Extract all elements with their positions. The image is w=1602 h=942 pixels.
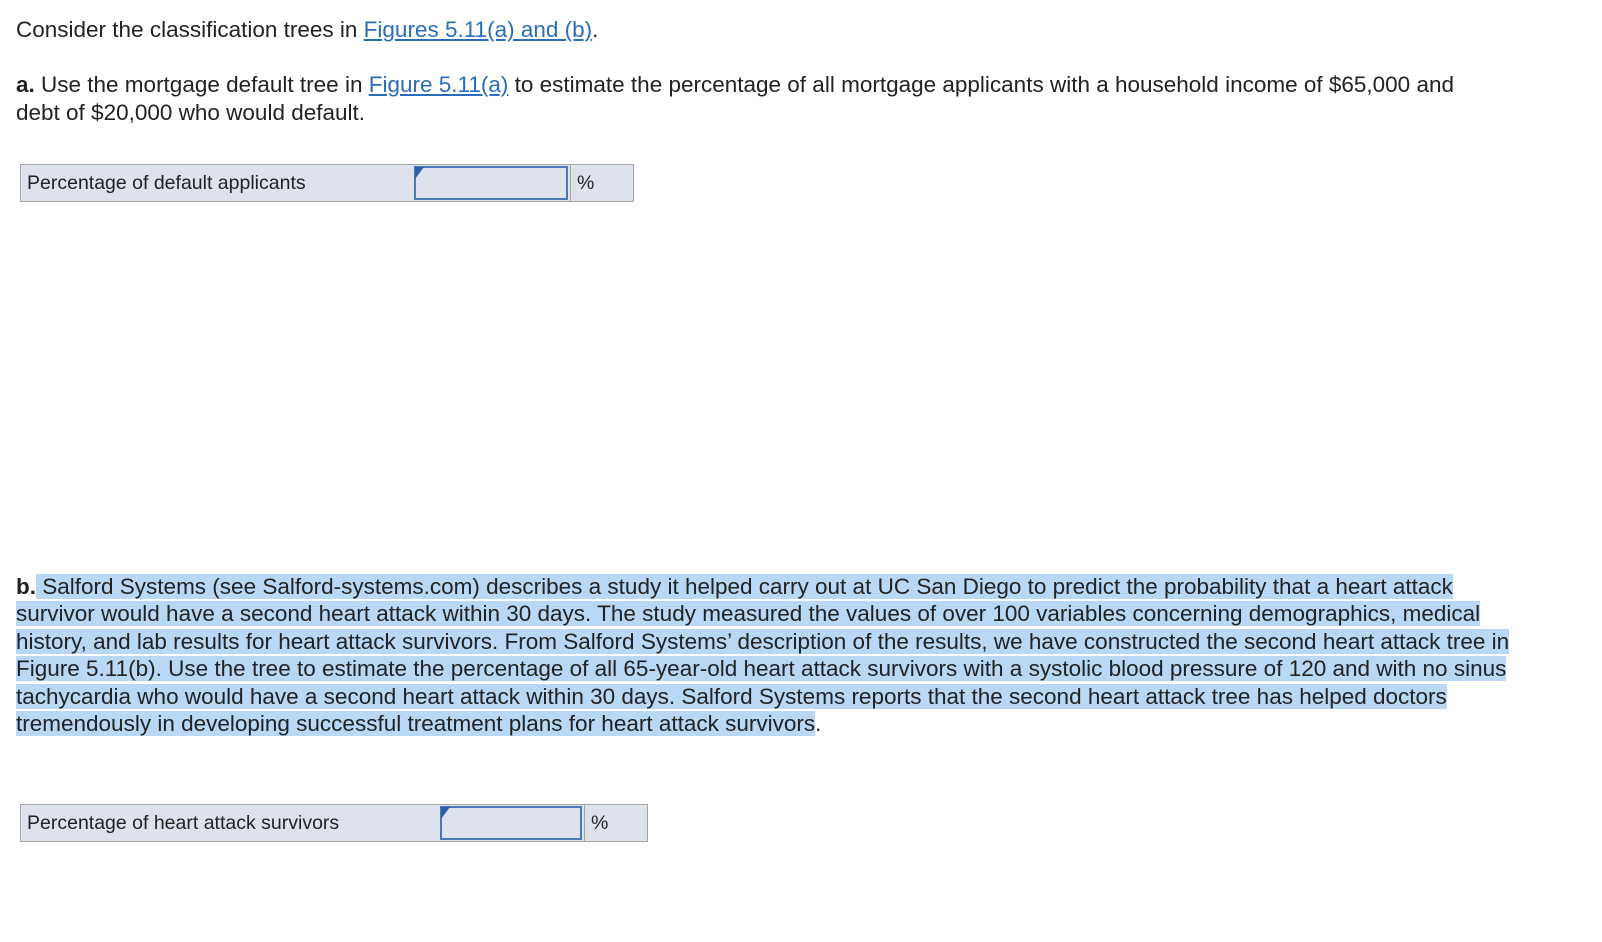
figures-5-11-link[interactable]: Figures 5.11(a) and (b): [363, 17, 593, 42]
part-a-answer-cell: [414, 164, 570, 202]
part-a-text-after: to estimate the percentage of all mortgage applicants with a household income of $65,000 and debt of $20,000 who would default.: [16, 72, 1454, 125]
part-b-question: [16, 573, 1516, 737]
part-a-answer-label: Percentage of default applicants: [20, 164, 414, 202]
part-a-text-before: Use the mortgage default tree in: [34, 72, 369, 97]
part-b-text-end: .: [815, 711, 822, 737]
part-b-text: Salford Systems (see Salford-systems.com) describes a study it helped carry out at UC San Diego to predict the probability that a heart attack survivor would have a second heart attack within 30 days. The study measured the values of over 100 variables concerning demographics, medical history, and lab results for heart attack survivors. From Salford Systems’ description of the results, we have constructed the second heart attack tree in Figure 5.11(b). Use the tree to estimate the percentage of all 65-year-old heart attack survivors with a systolic blood pressure of 120 and with no sinus tachycardia who would have a second heart attack within 30 days. Salford Systems reports that the second heart attack tree has helped doctors tremendously in developing successful treatment plans for heart attack survivors: [16, 574, 1510, 737]
figure-5-11a-link[interactable]: Figure 5.11(a): [368, 72, 509, 97]
intro-text-before: Consider the classification trees in: [16, 17, 364, 42]
part-b-answer-cell: [440, 804, 584, 842]
intro-paragraph: [16, 16, 598, 44]
part-b-percent-unit: %: [584, 804, 648, 842]
heart-attack-percentage-input[interactable]: [440, 806, 582, 840]
part-a-label: a.: [16, 72, 35, 97]
default-percentage-input[interactable]: [414, 166, 568, 200]
part-b-label: b.: [16, 574, 36, 599]
part-a-answer-row: [20, 164, 634, 202]
part-a-percent-unit: %: [570, 164, 634, 202]
part-a-question: [16, 71, 1496, 127]
intro-text-after: .: [592, 17, 599, 42]
part-b-answer-label: Percentage of heart attack survivors: [20, 804, 440, 842]
part-b-answer-row: [20, 804, 648, 842]
